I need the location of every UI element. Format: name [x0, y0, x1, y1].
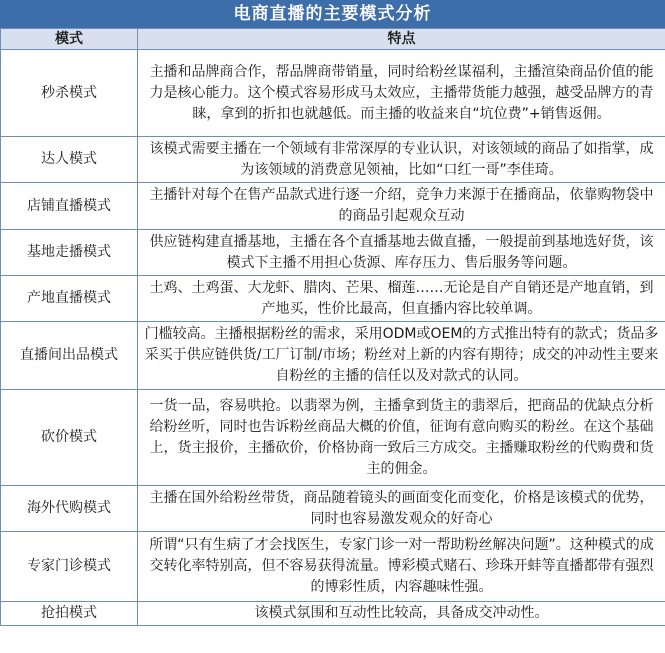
- feature-cell: 供应链构建直播基地，主播在各个直播基地去做直播，一般提前到基地选好货，该模式下主播不用担心货源、库存压力、售后服务等问题。: [138, 230, 665, 276]
- mode-cell: 秒杀模式: [1, 50, 138, 137]
- feature-cell: 门槛较高。主播根据粉丝的需求，采用ODM或OEM的方式推出特有的款式；货品多采买于供应链供货/工厂订制/市场；粉丝对上新的内容有期待；成交的冲动性主要来自粉丝的主播的信任以及对款式的认同。: [138, 322, 665, 390]
- table-row: [1, 602, 665, 626]
- table-row: [1, 390, 665, 486]
- table-row: [1, 486, 665, 532]
- header-row: [1, 29, 665, 50]
- feature-cell: 主播和品牌商合作，帮品牌商带销量，同时给粉丝谋福利，主播渲染商品价值的能力是核心能力。这个模式容易形成马太效应，主播带货能力越强，越受品牌方的青睐，拿到的折扣也就越低。而主播的收益来自“坑位费”+销售返佣。: [138, 50, 665, 137]
- table-title: 电商直播的主要模式分析: [0, 0, 665, 28]
- header-mode: 模式: [1, 29, 138, 50]
- table-row: [1, 532, 665, 602]
- header-feature: 特点: [138, 29, 665, 50]
- mode-cell: 专家门诊模式: [1, 532, 138, 602]
- feature-cell: 该模式氛围和互动性比较高，具备成交冲动性。: [138, 602, 665, 626]
- mode-cell: 抢拍模式: [1, 602, 138, 626]
- mode-cell: 基地走播模式: [1, 230, 138, 276]
- feature-cell: 一货一品，容易哄抢。以翡翠为例，主播拿到货主的翡翠后，把商品的优缺点分析给粉丝听，同时也告诉粉丝商品大概的价值，征询有意向购买的粉丝。在这个基础上，货主报价，主播砍价，价格协商一致后三方成交。主播赚取粉丝的代购费和货主的佣金。: [138, 390, 665, 486]
- feature-cell: 所谓“只有生病了才会找医生，专家门诊一对一帮助粉丝解决问题”。这种模式的成交转化率特别高，但不容易获得流量。博彩模式赌石、珍珠开蚌等直播都带有强烈的博彩性质，内容趣味性强。: [138, 532, 665, 602]
- table-row: [1, 230, 665, 276]
- mode-cell: 店铺直播模式: [1, 183, 138, 230]
- mode-cell: 产地直播模式: [1, 276, 138, 322]
- table-row: [1, 137, 665, 183]
- table-row: [1, 183, 665, 230]
- table-row: [1, 50, 665, 137]
- feature-cell: 土鸡、土鸡蛋、大龙虾、腊肉、芒果、榴莲……无论是自产自销还是产地直销，到产地买，性价比最高，但直播内容比较单调。: [138, 276, 665, 322]
- mode-cell: 达人模式: [1, 137, 138, 183]
- mode-cell: 直播间出品模式: [1, 322, 138, 390]
- mode-cell: 砍价模式: [1, 390, 138, 486]
- feature-cell: 该模式需要主播在一个领域有非常深厚的专业认识，对该领域的商品了如指掌，成为该领域的消费意见领袖，比如“口红一哥”李佳琦。: [138, 137, 665, 183]
- table-row: [1, 322, 665, 390]
- table-row: [1, 276, 665, 322]
- mode-cell: 海外代购模式: [1, 486, 138, 532]
- feature-cell: 主播在国外给粉丝带货，商品随着镜头的画面变化而变化，价格是该模式的优势，同时也容易激发观众的好奇心: [138, 486, 665, 532]
- feature-cell: 主播针对每个在售产品款式进行逐一介绍，竞争力来源于在播商品，依靠购物袋中的商品引起观众互动: [138, 183, 665, 230]
- mode-table: [0, 28, 665, 626]
